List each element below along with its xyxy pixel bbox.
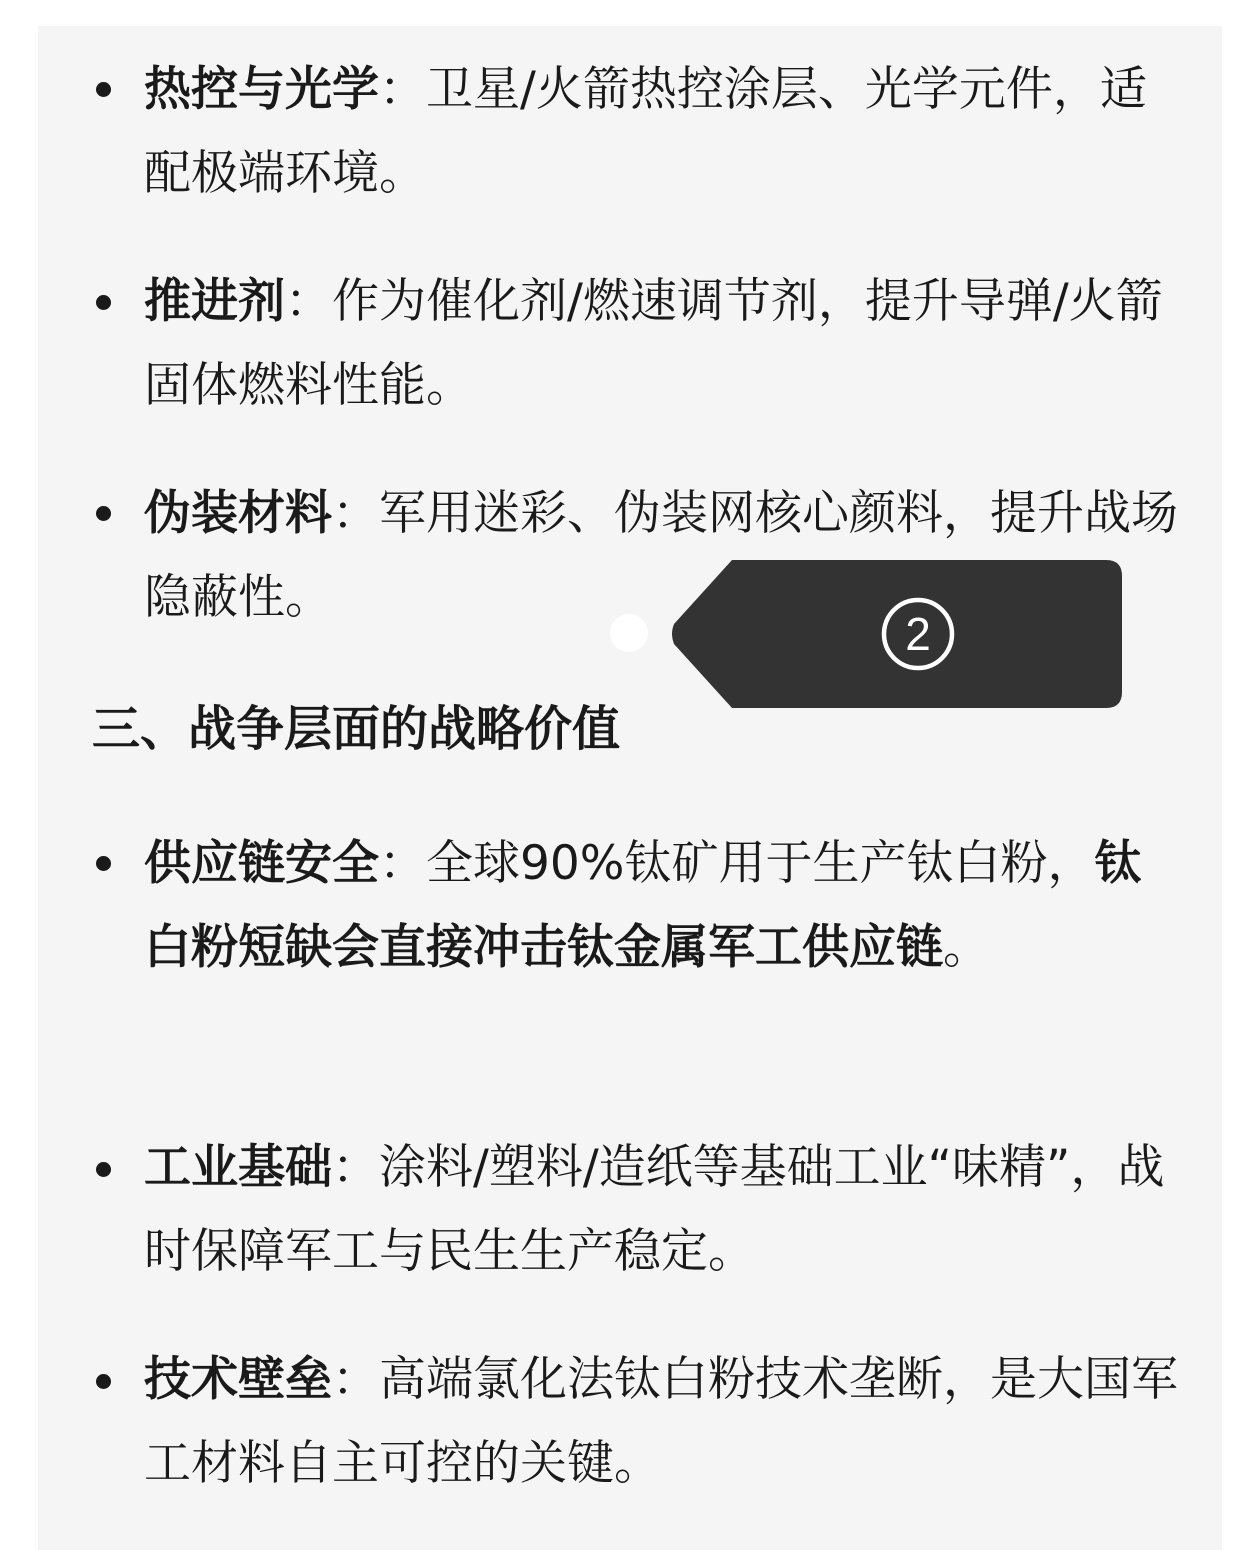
list-item: [144, 1126, 1180, 1294]
bullet-dot: [96, 1162, 111, 1177]
list-item: [144, 260, 1180, 428]
annotation-tag[interactable]: [670, 560, 1122, 708]
item-separator: ：: [379, 836, 426, 891]
item-text: 军用迷彩、伪装网核心颜料，提升战场隐蔽性。: [144, 486, 1178, 625]
bullet-dot: [96, 506, 111, 521]
list-item: [144, 822, 1180, 990]
item-text: 卫星/火箭热控涂层、光学元件，适配极端环境。: [144, 62, 1147, 201]
item-separator: ：: [379, 62, 426, 117]
circled-number-icon: [870, 586, 966, 682]
item-term: 热控与光学: [144, 62, 379, 117]
bullet-dot: [96, 82, 111, 97]
section-heading: 三、战争层面的战略价值: [92, 701, 621, 757]
list-item: [144, 48, 1180, 216]
bullet-dot: [96, 295, 111, 310]
item-separator: ：: [332, 1352, 379, 1407]
item-text: 全球90%钛矿用于生产钛白粉，: [426, 836, 1095, 891]
item-tail: 。: [943, 920, 990, 975]
marker-dot: [610, 614, 648, 652]
bullet-dot: [96, 1374, 111, 1389]
item-text: 高端氯化法钛白粉技术垄断，是大国军工材料自主可控的关键。: [144, 1352, 1178, 1491]
item-emphasis: 钛白粉短缺会直接冲击钛金属军工供应链: [144, 836, 1142, 975]
list-item: [144, 1338, 1180, 1506]
content-card: [38, 26, 1222, 1550]
item-separator: ：: [332, 1140, 379, 1195]
item-term: 工业基础: [144, 1140, 332, 1195]
item-term: 技术壁垒: [144, 1352, 332, 1407]
item-text: 作为催化剂/燃速调节剂，提升导弹/火箭固体燃料性能。: [144, 274, 1163, 413]
item-term: 推进剂: [144, 274, 285, 329]
bullet-dot: [96, 856, 111, 871]
item-separator: ：: [285, 274, 332, 329]
item-text: 涂料/塑料/造纸等基础工业“味精”，战时保障军工与民生生产稳定。: [144, 1140, 1165, 1279]
item-term: 供应链安全: [144, 836, 379, 891]
item-term: 伪装材料: [144, 486, 332, 541]
item-separator: ：: [332, 486, 379, 541]
tag-number: 2: [905, 608, 931, 660]
